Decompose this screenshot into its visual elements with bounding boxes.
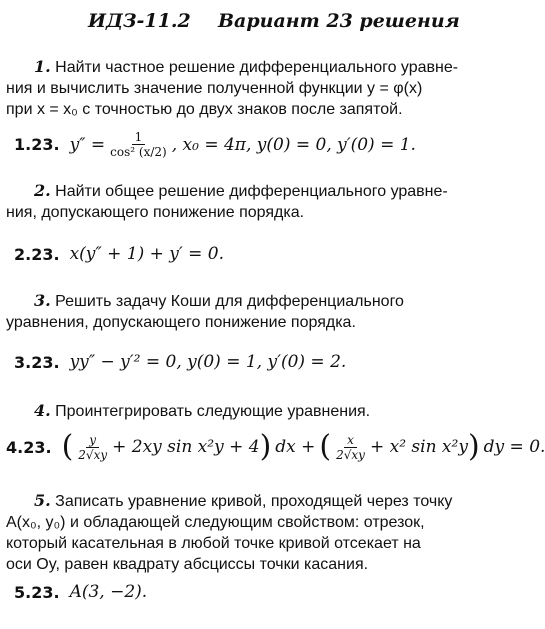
task-3-line-1: Решить задачу Коши для дифференциального [55,293,404,310]
task-5-line-3: который касательная в любой точке кривой отсекает на [6,535,421,552]
formula-1-denominator: cos² (x/2) [110,145,167,159]
formula-1-rest: , x₀ = 4π, y(0) = 0, y′(0) = 1. [171,134,416,155]
formula-1-numerator: 1 [132,130,146,145]
formula-2-number: 2.23. [14,244,60,264]
task-1-line-3: при x = x₀ с точностью до двух знаков после запятой. [6,101,403,118]
formula-3-expression: yy″ − y′² = 0, y(0) = 1, y′(0) = 2. [69,352,347,372]
variant-title: Вариант 23 решения [218,10,460,32]
formula-3-23 [14,352,346,372]
task-5-statement [6,490,526,575]
formula-2-expression: x(y″ + 1) + y′ = 0. [69,244,225,264]
formula-1-23 [14,130,416,159]
formula-4-term-1: + 2xy sin x²y + 4 [112,437,260,457]
formula-4-dy: dy = 0. [483,437,545,457]
formula-5-23 [14,582,147,602]
task-1-line-1: Найти частное решение дифференциального уравне- [55,59,459,76]
formula-4-numerator-2: x [344,433,357,448]
task-5-number: 5. [34,491,51,510]
formula-1-lhs: y″ = [69,134,106,155]
formula-4-close-paren-2: ) [467,429,480,464]
task-4-text: Проинтегрировать следующие уравнения. [55,403,371,420]
page-header [0,10,538,36]
task-3-statement [6,290,526,333]
task-5-line-2: A(x₀, y₀) и обладающей следующим свойством: отрезок, [6,514,425,531]
task-2-line-1: Найти общее решение дифференциального уравне- [55,183,448,200]
formula-4-dx: dx + [275,437,316,457]
task-2-number: 2. [34,181,51,200]
formula-4-fraction-2 [334,433,367,462]
task-3-number: 3. [34,291,51,310]
task-1-line-2: ния и вычислить значение полученной функции y = φ(x) [6,80,423,97]
formula-4-denominator-1: 2√xy [78,447,108,462]
formula-4-close-paren-1: ) [259,429,272,464]
formula-4-term-2: + x² sin x²y [369,437,468,457]
formula-4-denominator-2: 2√xy [336,447,365,462]
formula-4-open-paren-1: ( [61,429,74,464]
formula-1-fraction [108,130,169,159]
formula-4-numerator-1: y [86,433,99,448]
formula-4-fraction-1 [76,433,109,462]
task-5-line-1: Записать уравнение кривой, проходящей через точку [55,493,453,510]
task-1-statement [6,56,526,120]
task-4-statement [6,400,526,422]
formula-1-number: 1.23. [14,135,60,154]
formula-4-23 [6,429,545,464]
formula-3-number: 3.23. [14,352,60,372]
formula-2-23 [14,244,224,264]
formula-5-number: 5.23. [14,582,60,602]
task-4-number: 4. [34,401,51,420]
task-5-line-4: оси Oy, равен квадрату абсциссы точки касания. [6,556,369,573]
task-1-number: 1. [34,57,51,76]
formula-4-open-paren-2: ( [319,429,332,464]
formula-4-number: 4.23. [6,437,52,457]
task-2-line-2: ния, допускающего понижение порядка. [6,204,305,221]
task-3-line-2: уравнения, допускающего понижение порядка. [6,314,356,331]
assignment-code: ИДЗ-11.2 [88,10,191,32]
task-2-statement [6,180,526,223]
formula-5-expression: A(3, −2). [69,582,148,602]
